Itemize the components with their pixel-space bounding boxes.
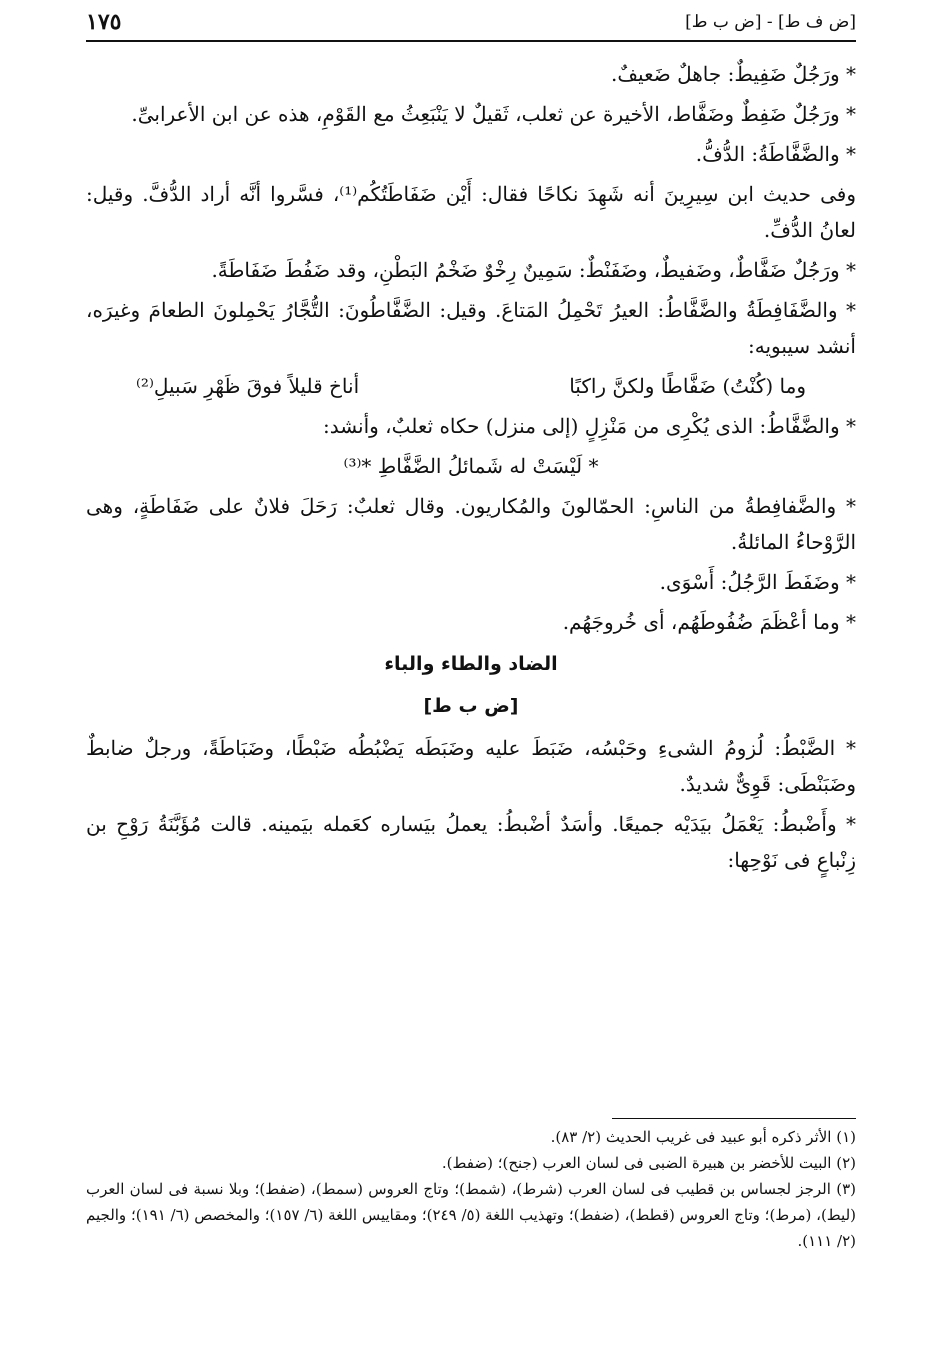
entry-paragraph: * والضَّفَّاطَةُ: الدُّفُّ.	[695, 142, 856, 166]
running-title: [ض ف ط] - [ض ب ط]	[685, 12, 856, 32]
entry-paragraph: * والضَّفافِطةُ من الناسِ: الحمّالونَ والمُكاريون. وقال ثعلبٌ: رَحَلَ فلانٌ على ضَفَاطَةٍ، وهى الرَّوْحاءُ المائلةُ.	[86, 494, 856, 554]
section-heading: الضاد والطاء والباء	[384, 653, 558, 675]
verse-first-hemistich: وما (كُنْتُ) ضَفَّاطًا ولكنَّ راكبًا	[569, 374, 806, 398]
rajaz-verse: * لَيْسَتْ له شَمائلُ الضَّفَّاطِ *⁽³⁾	[343, 454, 599, 478]
entry-paragraph: * ورَجُلٌ ضَفِيطٌ: جاهلٌ ضَعيفٌ.	[611, 62, 856, 86]
footnotes	[86, 1124, 856, 1254]
root-heading: [ض ب ط]	[423, 695, 519, 717]
footnote: (٣) الرجز لجساس بن قطيب فى لسان العرب (شرط)، (شمط)؛ وتاج العروس (سمط)، (ضفط)؛ وبلا نسبة فى لسان العرب (ليط)، (مرط)؛ وتاج العروس (قطط)، (ضفط)؛ وتهذيب اللغة (٥/ ٢٤٩)؛ ومقاييس اللغة (٦/ ١٥٧)؛ والمخصص (٦/ ١٩١)؛ والجيم (٢/ ١١١).	[86, 1180, 856, 1250]
page-header	[86, 4, 856, 42]
poetry-verse	[86, 368, 856, 404]
entry-paragraph: * وضَفَطَ الرَّجُلُ: أَسْوَى.	[659, 570, 856, 594]
page-number: ١٧٥	[86, 9, 122, 35]
footnote: (٢) البيت للأخضر بن هبيرة الضبى فى لسان العرب (جنح)؛ (ضفط).	[441, 1154, 856, 1172]
verse-second-hemistich: أناخ قليلاً فوقَ ظَهْرِ سَبيلِ⁽²⁾	[136, 374, 360, 398]
entry-paragraph: وفى حديث ابن سِيرِينَ أنه شَهِدَ نكاحًا فقال: أَيْن ضَفَاطَتُكُم⁽¹⁾، فسَّروا أنَّه أراد الدُّفَّ. وقيل: لعانُ الدُّفِّ.	[86, 182, 856, 242]
entry-paragraph: * والضَّفَافِطَةُ والضَّفَّاطُ: العيرُ تَحْمِلُ المَتاعَ. وقيل: الضَّفَّاطُونَ: التُّجَّارُ يَحْمِلونَ الطعامَ وغيرَه، أنشد سيبويه:	[86, 298, 856, 358]
footnote: (١) الأثر ذكره أبو عبيد فى غريب الحديث (٢/ ٨٣).	[550, 1128, 856, 1146]
footnote-separator	[612, 1118, 856, 1119]
entry-paragraph: * ورَجُلٌ ضَفَّاطٌ، وضَفيطٌ، وضَفَنْطٌ: سَمِينٌ رِخْوٌ ضَخْمُ البَطْنِ، وقد ضَفُطَ ضَفَاطَةً.	[211, 258, 856, 282]
entry-paragraph: * الضَّبْطُ: لُزومُ الشىءِ وحَبْسُه، ضَبَطَ عليه وضَبَطَه يَضْبُطُه ضَبْطًا، وضَبَاطَةً، ورجلٌ ضابطٌ وضَبَنْطَى: قَوِىٌّ شديدٌ.	[86, 736, 856, 796]
main-text	[86, 56, 856, 882]
entry-paragraph: * وما أعْظَمَ ضُفُوطَهُم، أى خُروجَهُم.	[562, 610, 856, 634]
entry-paragraph: * ورَجُلٌ ضَفِطٌ وضَفَّاط، الأخيرة عن ثعلب، ثَقيلٌ لا يَنْبَعِثُ مع القَوْمِ، هذه عن ابن الأعرابىِّ.	[131, 102, 856, 126]
entry-paragraph: * والضَّفَّاطُ: الذى يُكْرِى من مَنْزِلٍ (إلى منزل) حكاه ثعلبٌ، وأنشد:	[322, 414, 856, 438]
entry-paragraph: * وأَضْبطُ: يَعْمَلُ بيَدَيْه جميعًا. وأسَدٌ أضْبطُ: يعملُ بيَساره كعَمله بيَمينه. قالت مُؤَبَّنَةُ رَوْحِ بن زِنْباعٍ فى نَوْحِها:	[86, 812, 856, 872]
